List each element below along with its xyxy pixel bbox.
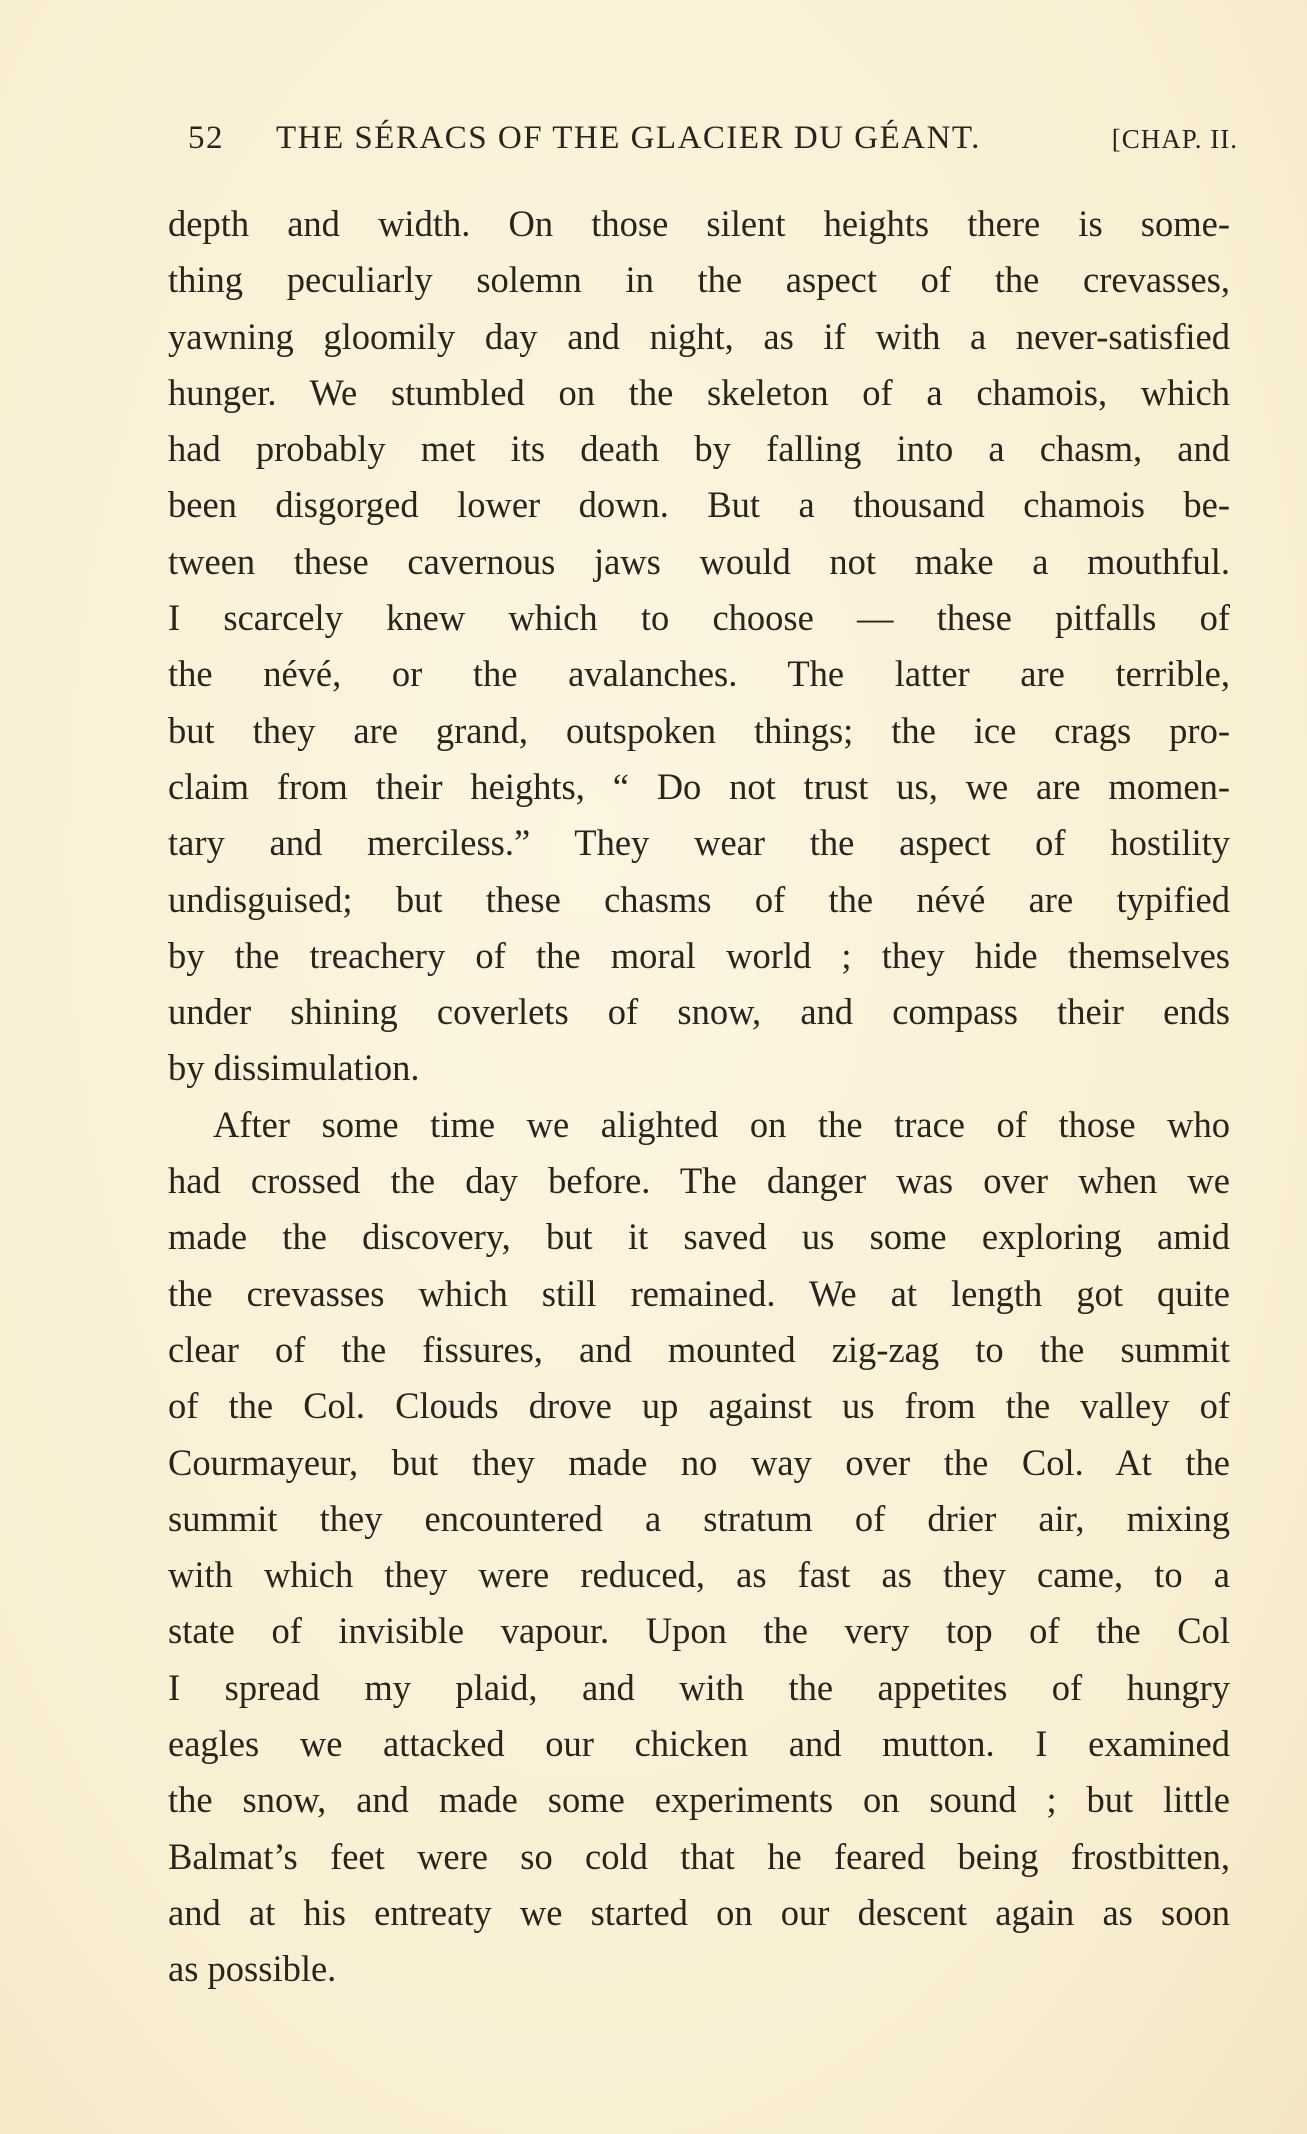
text-line: of the Col. Clouds drove up against us from the valley of	[168, 1385, 1230, 1427]
text-line: but they are grand, outspoken things; the ice crags pro-	[168, 709, 1230, 751]
text-line: thing peculiarly solemn in the aspect of the crevasses,	[168, 259, 1230, 301]
text-line: eagles we attacked our chicken and mutton. I examined	[168, 1723, 1230, 1765]
text-line: Balmat’s feet were so cold that he feared being frostbitten,	[168, 1835, 1230, 1877]
text-line: had crossed the day before. The danger was over when we	[168, 1160, 1230, 1202]
text-line: I spread my plaid, and with the appetites of hungry	[168, 1666, 1230, 1708]
paragraph	[168, 196, 1230, 1097]
paragraph	[168, 1097, 1230, 1998]
text-line: hunger. We stumbled on the skeleton of a chamois, which	[168, 371, 1230, 413]
text-line: the snow, and made some experiments on sound ; but little	[168, 1779, 1230, 1821]
text-line: and at his entreaty we started on our descent again as soon	[168, 1891, 1230, 1933]
text-line: depth and width. On those silent heights there is some-	[168, 203, 1230, 244]
text-line: had probably met its death by falling into a chasm, and	[168, 428, 1230, 470]
text-line: summit they encountered a stratum of drier air, mixing	[168, 1497, 1230, 1539]
text-line: the crevasses which still remained. We at length got quite	[168, 1272, 1230, 1314]
text-line: tween these cavernous jaws would not make a mouthful.	[168, 540, 1230, 582]
text-line: state of invisible vapour. Upon the very top of the Col	[168, 1610, 1230, 1652]
text-line: Courmayeur, but they made no way over the Col. At the	[168, 1441, 1230, 1483]
chapter-reference: [CHAP. II.	[1111, 124, 1238, 154]
text-line: clear of the fissures, and mounted zig-zag to the summit	[168, 1328, 1230, 1370]
text-line: tary and merciless.” They wear the aspect of hostility	[168, 822, 1230, 864]
text-line: by dissimulation.	[168, 1047, 420, 1089]
text-line: yawning gloomily day and night, as if with a never-satisfied	[168, 315, 1230, 357]
text-line: the névé, or the avalanches. The latter are terrible,	[168, 653, 1230, 695]
text-line: undisguised; but these chasms of the névé are typified	[168, 878, 1230, 920]
text-line: After some time we alighted on the trace of those who	[213, 1103, 1230, 1145]
text-line: with which they were reduced, as fast as they came, to a	[168, 1554, 1230, 1596]
body-text	[168, 196, 1230, 1998]
text-line: by the treachery of the moral world ; they hide themselves	[168, 934, 1230, 976]
text-line: been disgorged lower down. But a thousand chamois be-	[168, 484, 1230, 526]
page-number: 52	[188, 120, 224, 156]
running-head	[188, 120, 1238, 170]
text-line: as possible.	[168, 1948, 337, 1990]
page-title: THE SÉRACS OF THE GLACIER DU GÉANT.	[276, 120, 981, 156]
text-line: I scarcely knew which to choose — these pitfalls of	[168, 597, 1230, 639]
text-line: claim from their heights, “ Do not trust us, we are momen-	[168, 765, 1230, 807]
text-line: made the discovery, but it saved us some exploring amid	[168, 1216, 1230, 1258]
text-line: under shining coverlets of snow, and compass their ends	[168, 991, 1230, 1033]
